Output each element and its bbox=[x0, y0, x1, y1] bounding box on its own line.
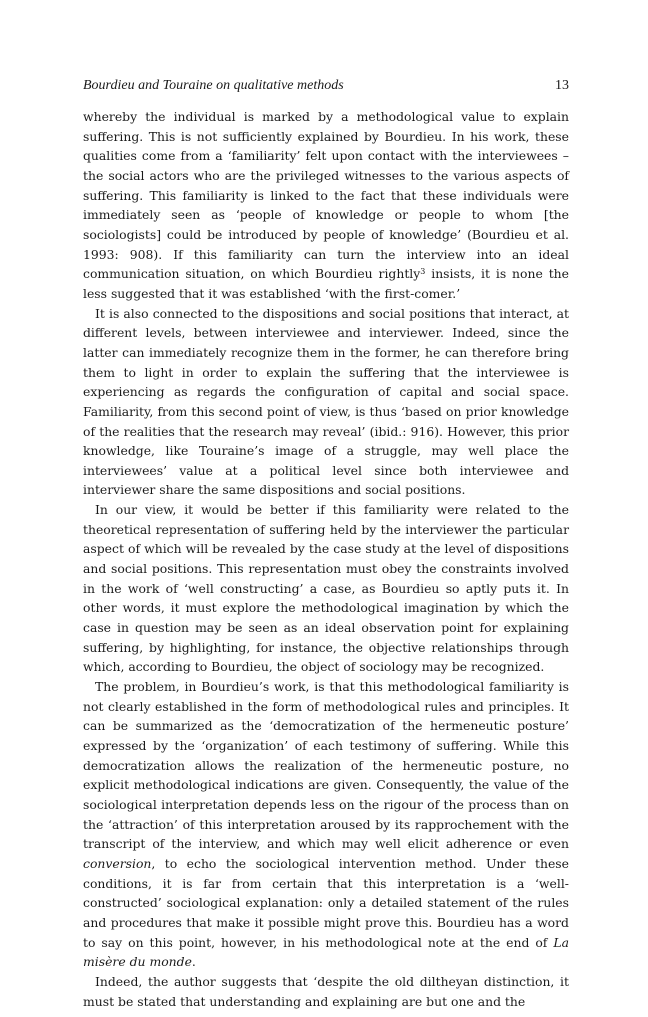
paragraph-text: insists, it is none the less suggested that it was established ‘with the first-comer.’ bbox=[83, 266, 569, 301]
paragraph-text: . bbox=[191, 954, 196, 970]
paragraph bbox=[83, 677, 569, 972]
paragraph-text: The problem, in Bourdieu’s work, is that this methodological familiarity is not clearly established in the form of methodological rules and principles. It can be summarized as the ‘democratization of the hermeneutic posture’ expressed by the ‘organization’ of each testimony of suffering. While this democratization allows the realization of the hermeneutic posture, no explicit methodological indications are given. Consequently, the value of the sociological interpretation depends less on the rigour of the process than on the ‘attraction’ of this interpretation aroused by its rapprochement with the transcript of the interview, and which may well elicit adherence or even bbox=[83, 679, 569, 852]
page-number: 13 bbox=[555, 78, 569, 93]
italic-text: La misère du monde bbox=[83, 934, 569, 970]
document-page bbox=[83, 78, 569, 1011]
paragraph-text: Indeed, the author suggests that ‘despite the old diltheyan distinction, it must be stated that understanding and explaining are but one and the bbox=[83, 973, 569, 1009]
paragraph-text: , to echo the sociological intervention method. Under these conditions, it is far from certain that this interpretation is a ‘well-constructed’ sociological explanation: only a detailed statement of the rules and procedures that make it possible might prove this. Bourdieu has a word to say on this point, however, in his methodological note at the end of bbox=[83, 855, 569, 950]
footnote-marker: 3 bbox=[420, 267, 426, 277]
body-text bbox=[83, 107, 569, 1011]
paragraph bbox=[83, 107, 569, 304]
paragraph-text: It is also connected to the dispositions and social positions that interact, at different levels, between interviewee and interviewer. Indeed, since the latter can immediately recognize them in the former, he can therefore bring them to light in order to explain the suffering that the interviewee is experiencing as regards the configuration of capital and social space. Familiarity, from this second point of view, is thus ‘based on prior knowledge of the realities that the research may reveal’ (ibid.: 916). However, this prior knowledge, like Touraine’s image of a struggle, may well place the interviewees’ value at a political level since both interviewee and interviewer share the same dispositions and social positions. bbox=[83, 305, 569, 498]
running-header bbox=[83, 78, 569, 94]
paragraph bbox=[83, 972, 569, 1011]
paragraph-text: In our view, it would be better if this familiarity were related to the theoretical representation of suffering held by the interviewer the particular aspect of which will be revealed by the case study at the level of dispositions and social positions. This representation must obey the constraints involved in the work of ‘well constructing’ a case, as Bourdieu so aptly puts it. In other words, it must explore the methodological imagination by which the case in question may be seen as an ideal observation point for explaining suffering, by highlighting, for instance, the objective relationships through which, according to Bourdieu, the object of sociology may be recognized. bbox=[83, 502, 569, 675]
paragraph bbox=[83, 500, 569, 677]
running-title: Bourdieu and Touraine on qualitative methods bbox=[83, 78, 344, 93]
paragraph bbox=[83, 304, 569, 501]
paragraph-text: whereby the individual is marked by a methodological value to explain suffering. This is not sufficiently explained by Bourdieu. In his work, these qualities come from a ‘familiarity’ felt upon contact with the interviewees – the social actors who are the privileged witnesses to the various aspects of suffering. This familiarity is linked to the fact that these individuals were immediately seen as ‘people of knowledge or people to whom [the sociologists] could be introduced by people of knowledge’ (Bourdieu et al. 1993: 908). If this familiarity can turn the interview into an ideal communication situation, on which Bourdieu rightly bbox=[83, 109, 569, 282]
italic-text: conversion bbox=[83, 855, 152, 871]
